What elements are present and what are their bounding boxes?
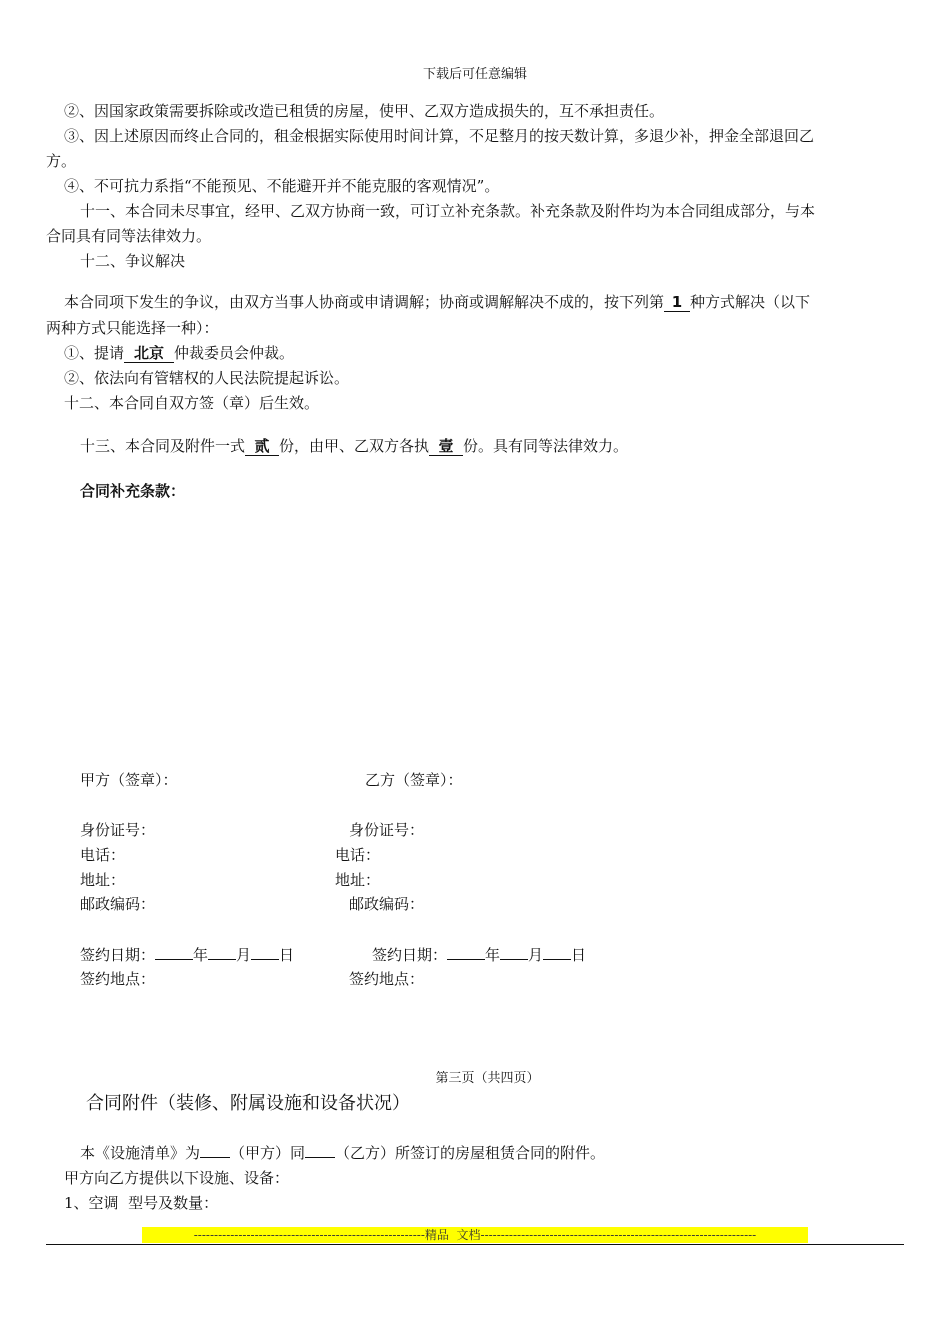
clause-item-2: ②、因国家政策需要拆除或改造已租赁的房屋，使甲、乙双方造成损失的，互不承担责任。	[64, 102, 665, 120]
party-a-date	[80, 945, 294, 965]
date-label-a: 签约日期：	[80, 946, 156, 964]
party-a-id: 身份证号：	[80, 821, 156, 839]
clause-item-4: ④、不可抗力系指“不能预见、不能避开并不能克服的客观情况”。	[64, 177, 500, 195]
date-day-b: 日	[571, 946, 587, 964]
date-year-a: 年	[193, 946, 209, 964]
annex-intro-prefix: 本《设施清单》为	[80, 1144, 201, 1162]
party-b-date	[372, 945, 586, 965]
copies-field: 贰	[245, 437, 279, 456]
date-month-blank-a	[208, 945, 236, 960]
annex-intro-party-a: （甲方）同	[230, 1144, 306, 1162]
party-a-place: 签约地点：	[80, 970, 156, 988]
date-label-b: 签约日期：	[372, 946, 448, 964]
date-month-b: 月	[528, 946, 544, 964]
party-a-phone: 电话：	[80, 846, 126, 864]
arbitration-prefix: ①、提请	[64, 344, 125, 362]
annex-provide: 甲方向乙方提供以下设施、设备：	[64, 1169, 290, 1187]
clause-12-title: 十二、争议解决	[80, 252, 186, 270]
page-number: 第三页（共四页）	[435, 1071, 540, 1086]
date-month-blank-b	[500, 945, 528, 960]
annex-title: 合同附件（装修、附属设施和设备状况）	[86, 1093, 410, 1114]
clause-13-suffix: 份。具有同等法律效力。	[463, 437, 629, 455]
footer-label: 精品 文档	[424, 1228, 481, 1242]
date-year-blank-b	[447, 945, 485, 960]
clause-11-line2: 合同具有同等法律效力。	[46, 227, 212, 245]
dispute-prefix: 本合同项下发生的争议，由双方当事人协商或申请调解；协商或调解解决不成的，按下列第	[64, 293, 665, 311]
dispute-paragraph	[64, 292, 810, 312]
clause-11-line1: 十一、本合同未尽事宜，经甲、乙双方协商一致，可订立补充条款。补充条款及附件均为本合同组成部分，与本	[80, 202, 816, 220]
date-day-a: 日	[279, 946, 295, 964]
footer-divider	[46, 1244, 904, 1245]
date-year-b: 年	[485, 946, 501, 964]
supplement-title: 合同补充条款：	[80, 482, 186, 500]
party-b-phone: 电话：	[335, 846, 381, 864]
arbitration-city-field: 北京	[124, 344, 174, 363]
footer-dashes-right: --------------------------------------------------------------------	[480, 1228, 757, 1242]
footer-banner	[142, 1227, 808, 1243]
arbitration-suffix: 仲裁委员会仲裁。	[174, 344, 295, 362]
date-day-blank-a	[251, 945, 279, 960]
copies-each-field: 壹	[429, 437, 463, 456]
date-day-blank-b	[543, 945, 571, 960]
footer-dashes-left: ---------------------------------------------------------	[193, 1228, 425, 1242]
clause-item-3-line2: 方。	[46, 152, 77, 170]
party-a-signature: 甲方（签章）：	[80, 771, 178, 789]
annex-party-b-blank	[305, 1143, 335, 1158]
party-b-place: 签约地点：	[349, 970, 425, 988]
party-b-zip: 邮政编码：	[349, 895, 425, 913]
party-b-id: 身份证号：	[349, 821, 425, 839]
clause-12-effect: 十二、本合同自双方签（章）后生效。	[64, 394, 320, 412]
court-option: ②、依法向有管辖权的人民法院提起诉讼。	[64, 369, 350, 387]
annex-intro	[80, 1143, 605, 1163]
dispute-suffix: 种方式解决（以下	[690, 293, 811, 311]
annex-party-a-blank	[200, 1143, 230, 1158]
party-b-signature: 乙方（签章）：	[365, 771, 463, 789]
header-note: 下载后可任意编辑	[422, 67, 527, 82]
arbitration-option	[64, 343, 294, 363]
dispute-choice-field: 1	[664, 293, 690, 312]
date-year-blank-a	[155, 945, 193, 960]
party-a-zip: 邮政编码：	[80, 895, 156, 913]
clause-13-mid: 份，由甲、乙双方各执	[279, 437, 430, 455]
annex-intro-suffix: （乙方）所签订的房屋租赁合同的附件。	[335, 1144, 606, 1162]
dispute-line2: 两种方式只能选择一种）：	[46, 319, 219, 337]
annex-item-1: 1、空调 型号及数量：	[64, 1194, 219, 1212]
clause-13-prefix: 十三、本合同及附件一式	[80, 437, 246, 455]
party-b-address: 地址：	[335, 871, 381, 889]
party-a-address: 地址：	[80, 871, 126, 889]
date-month-a: 月	[236, 946, 252, 964]
clause-13	[80, 436, 628, 456]
clause-item-3-line1: ③、因上述原因而终止合同的，租金根据实际使用时间计算，不足整月的按天数计算，多退少补，押金全部退回乙	[64, 127, 815, 145]
